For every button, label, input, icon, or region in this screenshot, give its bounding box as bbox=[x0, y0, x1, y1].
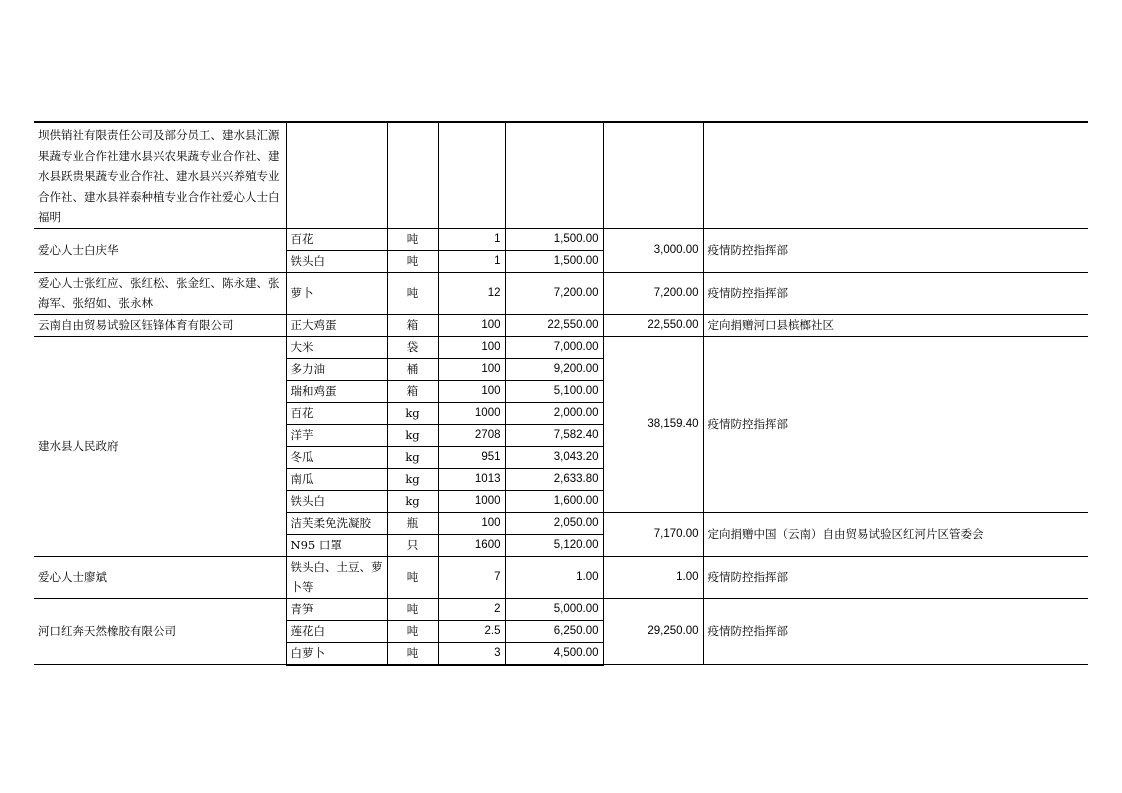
table-row bbox=[34, 556, 1088, 598]
total-cell bbox=[603, 122, 703, 228]
item-cell: 正大鸡蛋 bbox=[286, 314, 387, 336]
qty-cell: 100 bbox=[438, 358, 505, 380]
table-row bbox=[34, 272, 1088, 314]
qty-cell: 100 bbox=[438, 314, 505, 336]
table-row bbox=[34, 598, 1088, 620]
item-cell: 大米 bbox=[286, 336, 387, 358]
donor-cell: 云南自由贸易试验区钰锋体育有限公司 bbox=[34, 314, 286, 336]
item-cell: N95 口罩 bbox=[286, 534, 387, 556]
qty-cell bbox=[438, 122, 505, 228]
recipient-cell bbox=[703, 122, 1088, 228]
unit-cell: 吨 bbox=[387, 272, 438, 314]
table-row bbox=[34, 314, 1088, 336]
unit-cell: 箱 bbox=[387, 314, 438, 336]
qty-cell: 1000 bbox=[438, 490, 505, 512]
unit-cell: kg bbox=[387, 446, 438, 468]
item-cell: 青笋 bbox=[286, 598, 387, 620]
qty-cell: 3 bbox=[438, 642, 505, 665]
recipient-cell: 疫情防控指挥部 bbox=[703, 272, 1088, 314]
item-cell: 铁头白 bbox=[286, 490, 387, 512]
recipient-cell: 定向捐赠中国（云南）自由贸易试验区红河片区管委会 bbox=[703, 512, 1088, 556]
item-cell: 洋芋 bbox=[286, 424, 387, 446]
item-cell: 莲花白 bbox=[286, 620, 387, 642]
donor-cell: 爱心人士张红应、张红松、张金红、陈永建、张海军、张绍如、张永林 bbox=[34, 272, 286, 314]
item-cell: 洁芙柔免洗凝胶 bbox=[286, 512, 387, 534]
item-cell: 铁头白、土豆、萝卜等 bbox=[286, 556, 387, 598]
amount-cell: 1,600.00 bbox=[505, 490, 603, 512]
total-cell: 7,200.00 bbox=[603, 272, 703, 314]
amount-cell: 4,500.00 bbox=[505, 642, 603, 665]
unit-cell: 吨 bbox=[387, 556, 438, 598]
item-cell: 铁头白 bbox=[286, 250, 387, 272]
unit-cell: kg bbox=[387, 490, 438, 512]
qty-cell: 2708 bbox=[438, 424, 505, 446]
unit-cell: kg bbox=[387, 402, 438, 424]
amount-cell: 9,200.00 bbox=[505, 358, 603, 380]
qty-cell: 100 bbox=[438, 380, 505, 402]
qty-cell: 951 bbox=[438, 446, 505, 468]
donor-cell: 爱心人士白庆华 bbox=[34, 228, 286, 272]
unit-cell: 吨 bbox=[387, 642, 438, 665]
total-cell: 3,000.00 bbox=[603, 228, 703, 272]
unit-cell: 吨 bbox=[387, 620, 438, 642]
qty-cell: 2.5 bbox=[438, 620, 505, 642]
table-row bbox=[34, 122, 1088, 228]
item-cell: 南瓜 bbox=[286, 468, 387, 490]
total-cell: 22,550.00 bbox=[603, 314, 703, 336]
donor-cell: 建水县人民政府 bbox=[34, 336, 286, 556]
amount-cell: 1,500.00 bbox=[505, 228, 603, 250]
item-cell: 百花 bbox=[286, 402, 387, 424]
unit-cell bbox=[387, 122, 438, 228]
unit-cell: 袋 bbox=[387, 336, 438, 358]
amount-cell: 3,043.20 bbox=[505, 446, 603, 468]
amount-cell: 7,200.00 bbox=[505, 272, 603, 314]
unit-cell: 只 bbox=[387, 534, 438, 556]
recipient-cell: 疫情防控指挥部 bbox=[703, 598, 1088, 665]
amount-cell: 2,050.00 bbox=[505, 512, 603, 534]
total-cell: 29,250.00 bbox=[603, 598, 703, 665]
amount-cell: 7,000.00 bbox=[505, 336, 603, 358]
amount-cell: 2,633.80 bbox=[505, 468, 603, 490]
recipient-cell: 疫情防控指挥部 bbox=[703, 556, 1088, 598]
qty-cell: 1600 bbox=[438, 534, 505, 556]
total-cell: 1.00 bbox=[603, 556, 703, 598]
qty-cell: 1000 bbox=[438, 402, 505, 424]
item-cell: 萝卜 bbox=[286, 272, 387, 314]
qty-cell: 1 bbox=[438, 228, 505, 250]
amount-cell: 5,100.00 bbox=[505, 380, 603, 402]
amount-cell: 2,000.00 bbox=[505, 402, 603, 424]
qty-cell: 1 bbox=[438, 250, 505, 272]
item-cell: 多力油 bbox=[286, 358, 387, 380]
item-cell: 白萝卜 bbox=[286, 642, 387, 665]
qty-cell: 100 bbox=[438, 512, 505, 534]
recipient-cell: 疫情防控指挥部 bbox=[703, 228, 1088, 272]
unit-cell: 箱 bbox=[387, 380, 438, 402]
amount-cell: 5,000.00 bbox=[505, 598, 603, 620]
qty-cell: 12 bbox=[438, 272, 505, 314]
amount-cell: 5,120.00 bbox=[505, 534, 603, 556]
unit-cell: 吨 bbox=[387, 250, 438, 272]
recipient-cell: 疫情防控指挥部 bbox=[703, 336, 1088, 512]
amount-cell bbox=[505, 122, 603, 228]
qty-cell: 2 bbox=[438, 598, 505, 620]
qty-cell: 7 bbox=[438, 556, 505, 598]
item-cell: 瑞和鸡蛋 bbox=[286, 380, 387, 402]
unit-cell: kg bbox=[387, 424, 438, 446]
qty-cell: 100 bbox=[438, 336, 505, 358]
table-row bbox=[34, 336, 1088, 358]
table-row bbox=[34, 228, 1088, 250]
amount-cell: 7,582.40 bbox=[505, 424, 603, 446]
donor-cell: 河口红奔天然橡胶有限公司 bbox=[34, 598, 286, 665]
donor-cell: 爱心人士廖斌 bbox=[34, 556, 286, 598]
donor-cell: 坝供销社有限责任公司及部分员工、建水县汇源果蔬专业合作社建水县兴农果蔬专业合作社、建水县跃贵果蔬专业合作社、建水县兴兴养殖专业合作社、建水县祥泰种植专业合作社爱心人士白福明 bbox=[34, 122, 286, 228]
unit-cell: 吨 bbox=[387, 228, 438, 250]
item-cell bbox=[286, 122, 387, 228]
amount-cell: 22,550.00 bbox=[505, 314, 603, 336]
amount-cell: 1.00 bbox=[505, 556, 603, 598]
unit-cell: kg bbox=[387, 468, 438, 490]
total-cell: 38,159.40 bbox=[603, 336, 703, 512]
item-cell: 百花 bbox=[286, 228, 387, 250]
qty-cell: 1013 bbox=[438, 468, 505, 490]
donation-table bbox=[34, 121, 1088, 666]
item-cell: 冬瓜 bbox=[286, 446, 387, 468]
amount-cell: 1,500.00 bbox=[505, 250, 603, 272]
unit-cell: 桶 bbox=[387, 358, 438, 380]
unit-cell: 吨 bbox=[387, 598, 438, 620]
unit-cell: 瓶 bbox=[387, 512, 438, 534]
amount-cell: 6,250.00 bbox=[505, 620, 603, 642]
total-cell: 7,170.00 bbox=[603, 512, 703, 556]
recipient-cell: 定向捐赠河口县槟榔社区 bbox=[703, 314, 1088, 336]
